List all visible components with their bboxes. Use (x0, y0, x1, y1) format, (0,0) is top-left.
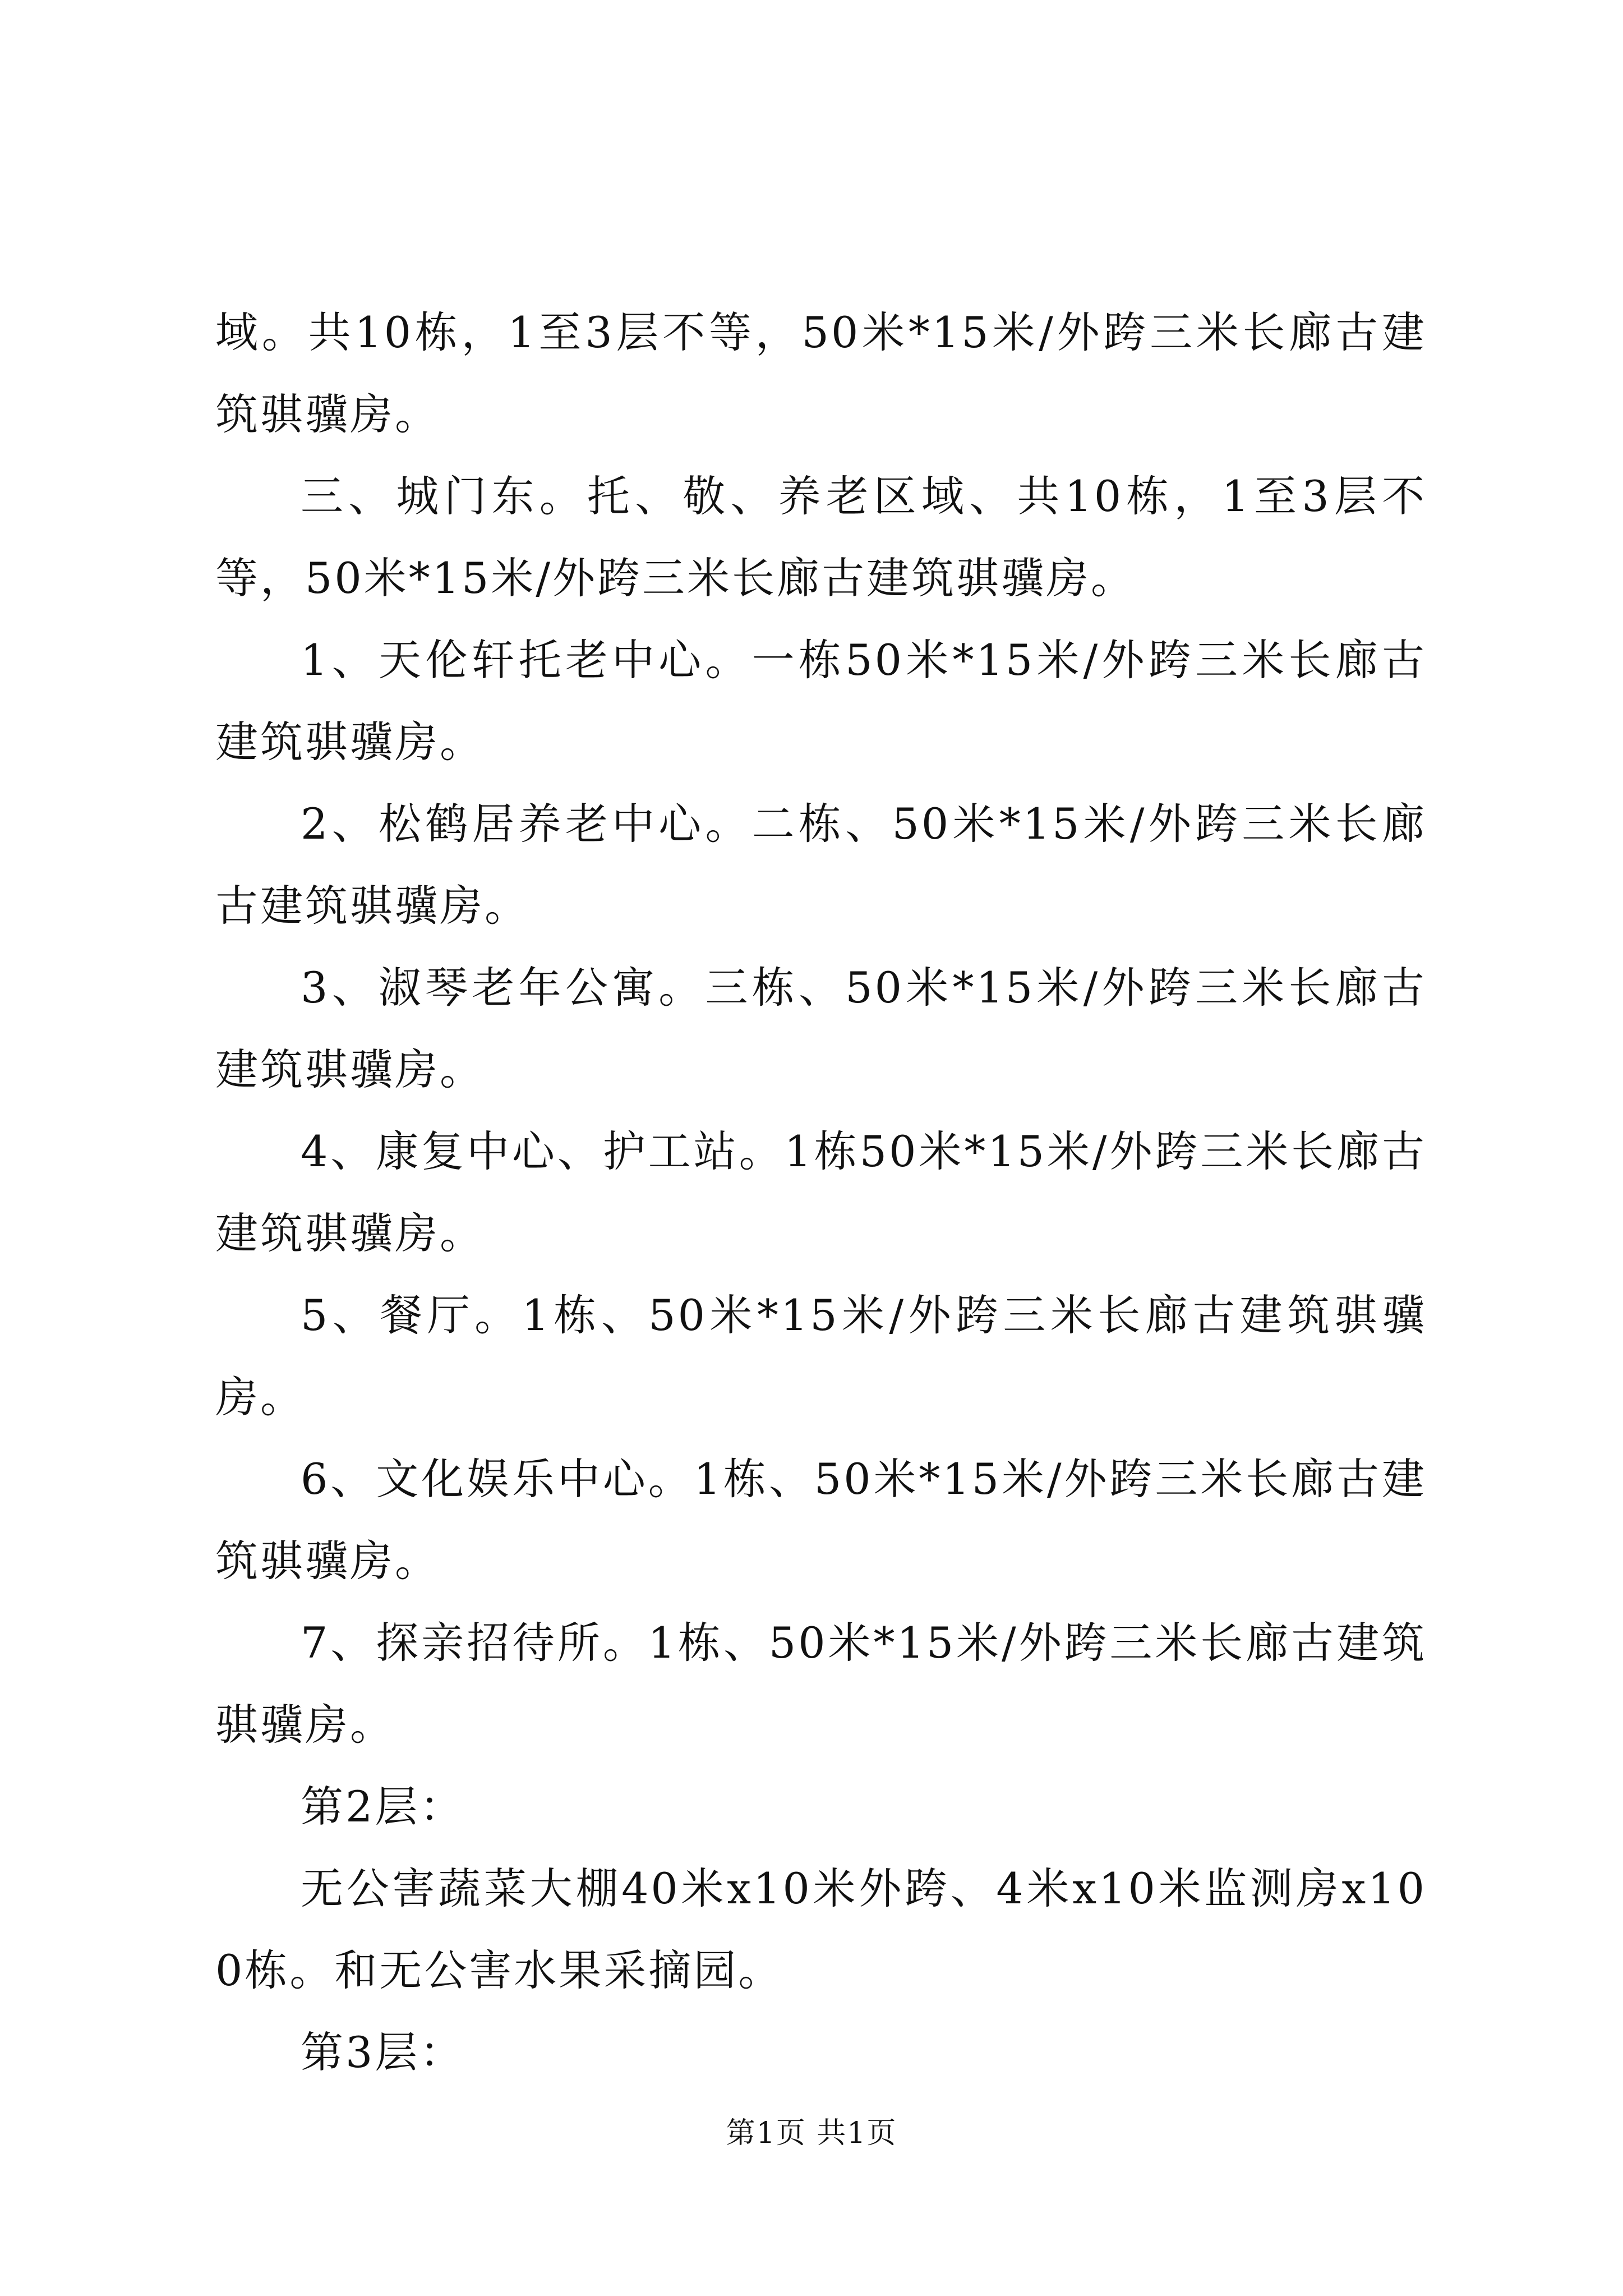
document-body (215, 292, 1427, 2093)
section-heading: 第3层： (301, 2027, 465, 2077)
paragraph: 6、文化娱乐中心。1栋、50米*15米/外跨三米长廊古建筑骐骥房。 (215, 1454, 1427, 1586)
paragraph: 域。共10栋，1至3层不等，50米*15米/外跨三米长廊古建筑骐骥房。 (215, 307, 1427, 439)
section-heading: 第2层： (301, 1782, 465, 1832)
paragraph: 4、康复中心、护工站。1栋50米*15米/外跨三米长廊古建筑骐骥房。 (215, 1126, 1427, 1258)
page-footer: 第1页 共1页 (726, 2116, 897, 2150)
paragraph: 2、松鹤居养老中心。二栋、50米*15米/外跨三米长廊古建筑骐骥房。 (215, 799, 1427, 931)
paragraph: 7、探亲招待所。1栋、50米*15米/外跨三米长廊古建筑骐骥房。 (215, 1618, 1427, 1750)
paragraph: 3、淑琴老年公寓。三栋、50米*15米/外跨三米长廊古建筑骐骥房。 (215, 963, 1427, 1094)
paragraph: 1、天伦轩托老中心。一栋50米*15米/外跨三米长廊古建筑骐骥房。 (215, 635, 1427, 767)
paragraph: 无公害蔬菜大棚40米x10米外跨、4米x10米监测房x100栋。和无公害水果采摘园。 (215, 1864, 1427, 1995)
paragraph: 三、城门东。托、敬、养老区域、共10栋，1至3层不等，50米*15米/外跨三米长廊古建筑骐骥房。 (215, 471, 1427, 603)
paragraph: 5、餐厅。1栋、50米*15米/外跨三米长廊古建筑骐骥房。 (215, 1290, 1427, 1422)
